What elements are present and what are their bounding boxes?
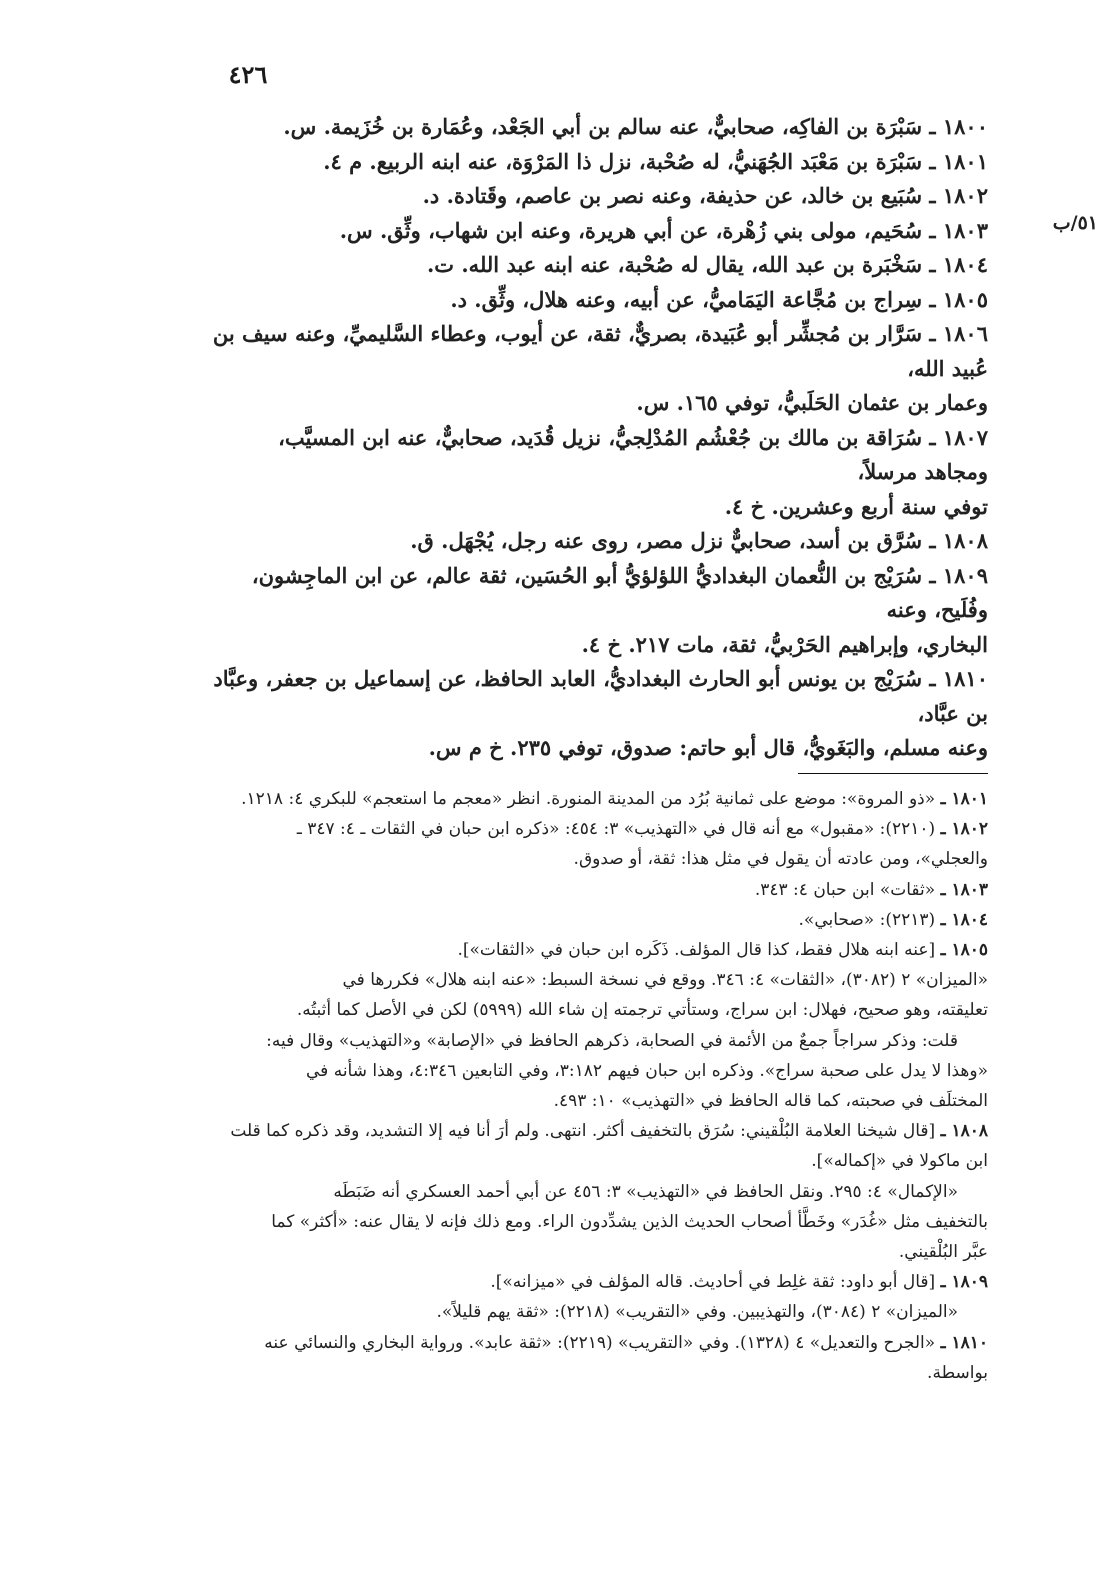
entry-1807-line-1: ١٨٠٧ ـ سُرَاقة بن مالك بن جُعْشُم المُدْلِجيُّ، نزيل قُدَيد، صحابيٌّ، عنه ابن المسيَّب، ومجاهد مرسلاً، bbox=[278, 424, 988, 484]
note-1810 bbox=[208, 1328, 988, 1388]
footnote-divider bbox=[798, 773, 988, 774]
note-line: «الميزان» ٢ (٣٠٨٢)، «الثقات» ٤: ٣٤٦. ووقع في نسخة السبط: «عنه ابنه هلال» فكررها في bbox=[342, 970, 988, 991]
entry-1800: ١٨٠٠ ـ سَبْرَة بن الفاكِه، صحابيٌّ، عنه سالم بن أبي الجَعْد، وعُمَارة بن خُزَيمة. س. bbox=[283, 114, 988, 139]
note-text: (٢٢١٣): «صحابي». bbox=[798, 909, 936, 930]
entry-1806 bbox=[208, 317, 988, 421]
note-number: ١٨٠٤ ـ bbox=[940, 909, 988, 930]
note-line: تعليقته، وهو صحيح، فهلال: ابن سراج، وستأتي ترجمته إن شاء الله (٥٩٩٩) لكن في الأصل كما أثبتُه. bbox=[296, 1000, 988, 1021]
entry-1807 bbox=[208, 421, 988, 525]
note-line: بالتخفيف مثل «غُدَر» وخَطَّأ أصحاب الحديث الذين يشدِّدون الراء. ومع ذلك فإنه لا يقال عنه: «أكثر» كما bbox=[271, 1211, 988, 1232]
entry-1804: ١٨٠٤ ـ سَخْبَرة بن عبد الله، يقال له صُحْبة، عنه ابنه عبد الله. ت. bbox=[426, 252, 988, 277]
note-line: قلت: وذكر سراجاً جمعٌ من الأئمة في الصحابة، ذكرهم الحافظ في «الإصابة» و«التهذيب» وقال فيه: bbox=[266, 1030, 958, 1051]
note-1803 bbox=[208, 875, 988, 905]
entry-1803: ١٨٠٣ ـ سُحَيم، مولى بني زُهْرة، عن أبي هريرة، وعنه ابن شهاب، وثِّق. س. bbox=[339, 217, 988, 243]
entry-1809 bbox=[208, 559, 988, 663]
note-text: [عنه ابنه هلال فقط، كذا قال المؤلف. ذَكَره ابن حبان في «الثقات»]. bbox=[457, 940, 936, 961]
margin-folio-note: ٥١/ب bbox=[1052, 212, 1098, 234]
note-text-cont: والعجلي»، ومن عادته أن يقول في مثل هذا: ثقة، أو صدوق. bbox=[573, 849, 988, 870]
entry-1806-line-2: وعمار بن عثمان الحَلَبيُّ، توفي ١٦٥. س. bbox=[636, 390, 988, 415]
note-line: المختلَف في صحبته، كما قاله الحافظ في «التهذيب» ١٠: ٤٩٣. bbox=[553, 1091, 988, 1112]
note-1809 bbox=[208, 1267, 988, 1327]
entry-1805: ١٨٠٥ ـ سِراج بن مُجَّاعة اليَمَاميُّ، عن أبيه، وعنه هلال، وثِّق. د. bbox=[450, 286, 988, 312]
entry-1808: ١٨٠٨ ـ سُرَّق بن أسد، صحابيٌّ نزل مصر، روى عنه رجل، يُجْهَل. ق. bbox=[410, 528, 988, 553]
note-number: ١٨٠٣ ـ bbox=[940, 879, 988, 900]
note-line: «وهذا لا يدل على صحبة سراج». وذكره ابن حبان فيهم ٣:١٨٢، وفي التابعين ٤:٣٤٦، وهذا شأنه في bbox=[306, 1060, 988, 1081]
entry-1809-line-1: ١٨٠٩ ـ سُرَيْج بن النُّعمان البغداديُّ اللؤلؤيُّ أبو الحُسَين، ثقة عالم، عن ابن الماجِشون، وفُلَيح، وعنه bbox=[251, 562, 988, 622]
note-text: [قال شيخنا العلامة البُلْقيني: سُرَق بالتخفيف أكثر. انتهى. ولم أرَ أنا فيه إلا التشديد، وقد ذكره كما قلت bbox=[230, 1121, 936, 1142]
entry-1801: ١٨٠١ ـ سَبْرَة بن مَعْبَد الجُهَنيُّ، له صُحْبة، نزل ذا المَرْوَة، عنه ابنه الربيع. م ٤. bbox=[323, 148, 988, 174]
page-number: ٤٢٦ bbox=[228, 60, 268, 89]
note-line: عبَّر البُلْقيني. bbox=[898, 1242, 988, 1263]
entry-1802: ١٨٠٢ ـ سُبَيع بن خالد، عن حذيفة، وعنه نصر بن عاصم، وقَتادة. د. bbox=[422, 183, 988, 208]
note-number: ١٨٠٥ ـ bbox=[940, 940, 988, 961]
note-number: ١٨٠٨ ـ bbox=[940, 1121, 988, 1142]
note-text: «ثقات» ابن حبان ٤: ٣٤٣. bbox=[754, 879, 936, 900]
entry-1810-line-2: وعنه مسلم، والبَغَويُّ، قال أبو حاتم: صدوق، توفي ٢٣٥. خ م س. bbox=[428, 735, 988, 760]
note-text: «ذو المروة»: موضع على ثمانية بُرُد من المدينة المنورة. انظر «معجم ما استعجم» للبكري ٤: ١٢١٨. bbox=[241, 789, 936, 809]
note-1801 bbox=[208, 784, 988, 814]
entry-1810-line-1: ١٨١٠ ـ سُرَيْج بن يونس أبو الحارث البغداديُّ، العابد الحافظ، عن إسماعيل بن جعفر، وعبَّاد بن عبَّاد، bbox=[213, 666, 988, 726]
note-number: ١٨٠٩ ـ bbox=[940, 1272, 988, 1293]
note-1802 bbox=[208, 814, 988, 874]
entry-1809-line-2: البخاري، وإبراهيم الحَرْبيُّ، ثقة، مات ٢١٧. خ ٤. bbox=[581, 631, 988, 657]
note-1808 bbox=[208, 1116, 988, 1267]
entry-1810 bbox=[208, 662, 988, 766]
footnotes bbox=[208, 784, 988, 1388]
note-1805 bbox=[208, 935, 988, 1116]
note-line: «الإكمال» ٤: ٢٩٥. ونقل الحافظ في «التهذيب» ٣: ٤٥٦ عن أبي أحمد العسكري أنه ضَبَطَه bbox=[333, 1181, 958, 1202]
note-text: «الجرح والتعديل» ٤ (١٣٢٨). وفي «التقريب» (٢٢١٩): «ثقة عابد». ورواية البخاري والنسائي عنه بواسطة. bbox=[264, 1332, 988, 1383]
note-1804 bbox=[208, 905, 988, 935]
note-number: ١٨٠٢ ـ bbox=[940, 819, 988, 840]
main-text bbox=[208, 110, 988, 766]
entry-1807-line-2: توفي سنة أربع وعشرين. خ ٤. bbox=[724, 493, 988, 519]
note-text: [قال أبو داود: ثقة غلِط في أحاديث. قاله المؤلف في «ميزانه»]. bbox=[490, 1272, 936, 1293]
note-line: «الميزان» ٢ (٣٠٨٤)، والتهذيبين. وفي «التقريب» (٢٢١٨): «ثقة يهم قليلاً». bbox=[436, 1302, 958, 1323]
note-text-cont: ابن ماكولا في «إكماله»]. bbox=[811, 1151, 988, 1172]
note-number: ١٨١٠ ـ bbox=[940, 1332, 988, 1353]
note-number: ١٨٠١ ـ bbox=[940, 789, 988, 809]
note-text: (٢٢١٠): «مقبول» مع أنه قال في «التهذيب» ٣: ٤٥٤: «ذكره ابن حبان في الثقات ـ ٤: ٣٤٧ ـ bbox=[296, 819, 936, 840]
entry-1806-line-1: ١٨٠٦ ـ سَرَّار بن مُجشِّر أبو عُبَيدة، بصريٌّ، ثقة، عن أيوب، وعطاء السَّليميِّ، وعنه سيف بن عُبيد الله، bbox=[212, 321, 988, 381]
